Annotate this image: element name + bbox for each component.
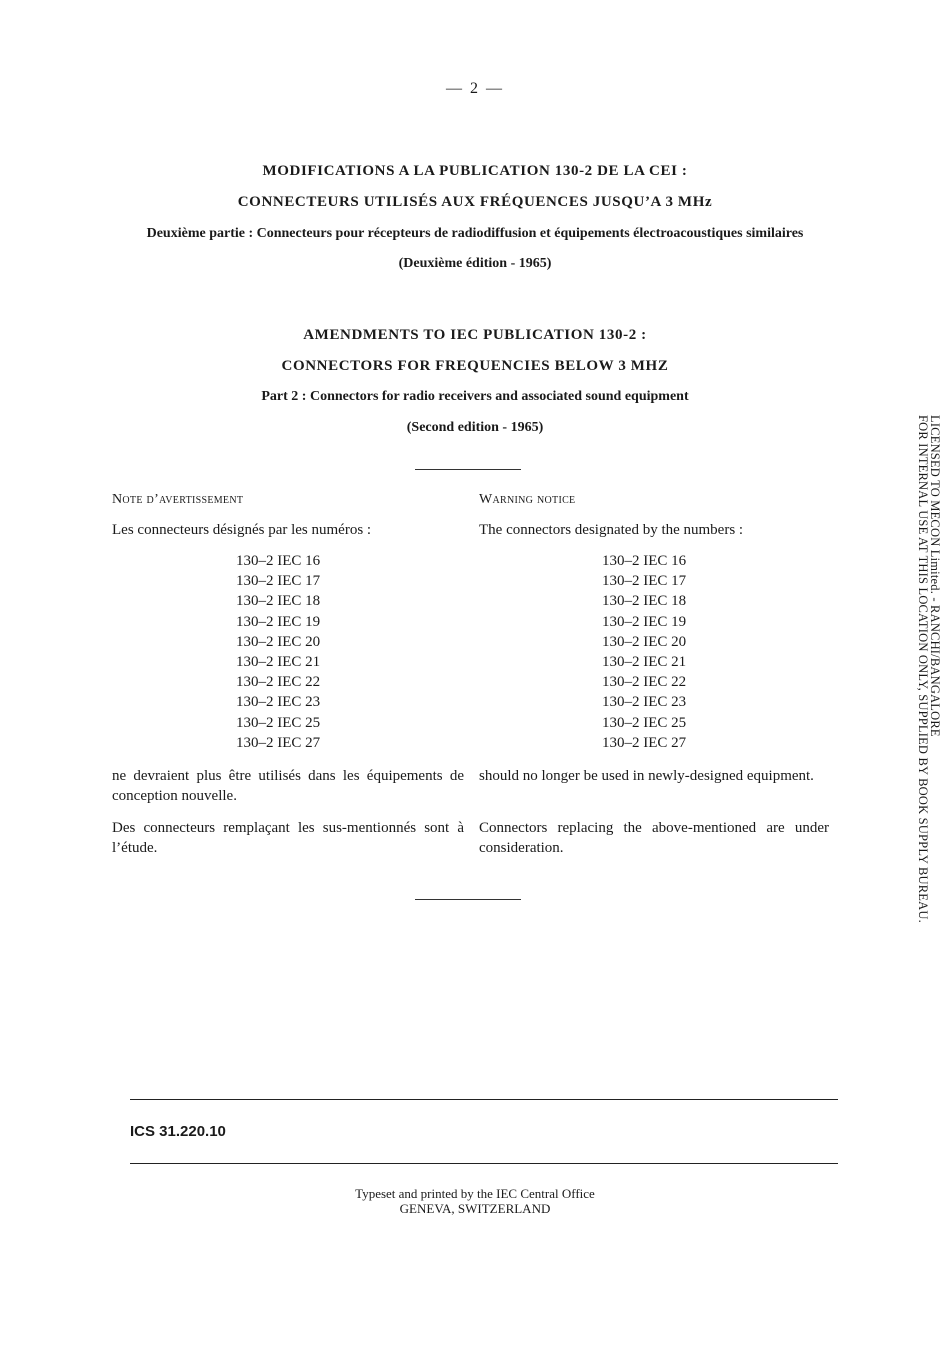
connector-number: 130–2 IEC 25	[602, 714, 687, 731]
english-edition: (Second edition - 1965)	[406, 420, 544, 435]
connector-number: 130–2 IEC 23	[602, 694, 687, 711]
connector-number: 130–2 IEC 22	[602, 674, 687, 691]
connector-number: 130–2 IEC 23	[236, 694, 321, 711]
english-title-line1: AMENDMENTS TO IEC PUBLICATION 130-2 :	[303, 327, 647, 343]
connector-number: 130–2 IEC 19	[236, 613, 321, 630]
french-title-line1: MODIFICATIONS A LA PUBLICATION 130-2 DE LA CEI :	[262, 163, 688, 179]
french-intro: Les connecteurs désignés par les numéros :	[112, 522, 372, 538]
license-watermark	[917, 415, 941, 923]
english-para1: should no longer be used in newly-designed equipment.	[479, 768, 814, 784]
footer-rule-top	[130, 1099, 838, 1100]
french-connector-list	[236, 551, 320, 753]
license-line2: FOR INTERNAL USE AT THIS LOCATION ONLY, SUPPLIED BY BOOK SUPPLY BUREAU.	[916, 415, 930, 923]
connector-number: 130–2 IEC 21	[602, 654, 687, 671]
connector-number: 130–2 IEC 16	[236, 553, 321, 569]
french-title-line2: CONNECTEURS UTILISÉS AUX FRÉQUENCES JUSQU’A 3 MHz	[237, 194, 713, 210]
french-notice-heading: Note d’avertissement	[112, 492, 244, 507]
ics-code: ICS 31.220.10	[130, 1123, 226, 1140]
license-line1: LICENSED TO MECON Limited. - RANCHI/BANGALORE	[928, 415, 942, 737]
divider-top	[415, 469, 521, 470]
connector-number: 130–2 IEC 18	[236, 593, 321, 610]
connector-number: 130–2 IEC 27	[236, 734, 321, 751]
english-title-line2: CONNECTORS FOR FREQUENCIES BELOW 3 MHZ	[281, 358, 669, 374]
english-intro: The connectors designated by the numbers :	[479, 522, 744, 538]
french-para1: ne devraient plus être utilisés dans les équipements de conception nouvelle.	[112, 768, 464, 804]
footer-rule-bottom	[130, 1163, 838, 1164]
connector-number: 130–2 IEC 16	[602, 553, 687, 569]
connector-number: 130–2 IEC 20	[602, 633, 687, 650]
connector-number: 130–2 IEC 25	[236, 714, 321, 731]
connector-number: 130–2 IEC 22	[236, 674, 321, 691]
english-subtitle: Part 2 : Connectors for radio receivers and associated sound equipment	[261, 389, 689, 404]
printer-line1: Typeset and printed by the IEC Central Office	[355, 1186, 595, 1201]
connector-number: 130–2 IEC 27	[602, 734, 687, 751]
connector-number: 130–2 IEC 17	[236, 573, 321, 590]
french-edition: (Deuxième édition - 1965)	[398, 256, 552, 271]
french-subtitle: Deuxième partie : Connecteurs pour récepteurs de radiodiffusion et équipements électroacoustiques similaires	[146, 226, 804, 241]
connector-number: 130–2 IEC 21	[236, 654, 321, 671]
connector-number: 130–2 IEC 17	[602, 573, 687, 590]
page-number: — 2 —	[446, 80, 504, 97]
connector-number: 130–2 IEC 19	[602, 613, 687, 630]
divider-bottom	[415, 899, 521, 900]
english-notice-heading: Warning notice	[479, 492, 576, 507]
english-connector-list	[602, 551, 686, 753]
connector-number: 130–2 IEC 18	[602, 593, 687, 610]
connector-number: 130–2 IEC 20	[236, 633, 321, 650]
printer-line2: GENEVA, SWITZERLAND	[399, 1201, 551, 1216]
french-para2: Des connecteurs remplaçant les sus-mentionnés sont à l’étude.	[112, 820, 464, 856]
english-para2: Connectors replacing the above-mentioned are under consideration.	[479, 820, 829, 856]
